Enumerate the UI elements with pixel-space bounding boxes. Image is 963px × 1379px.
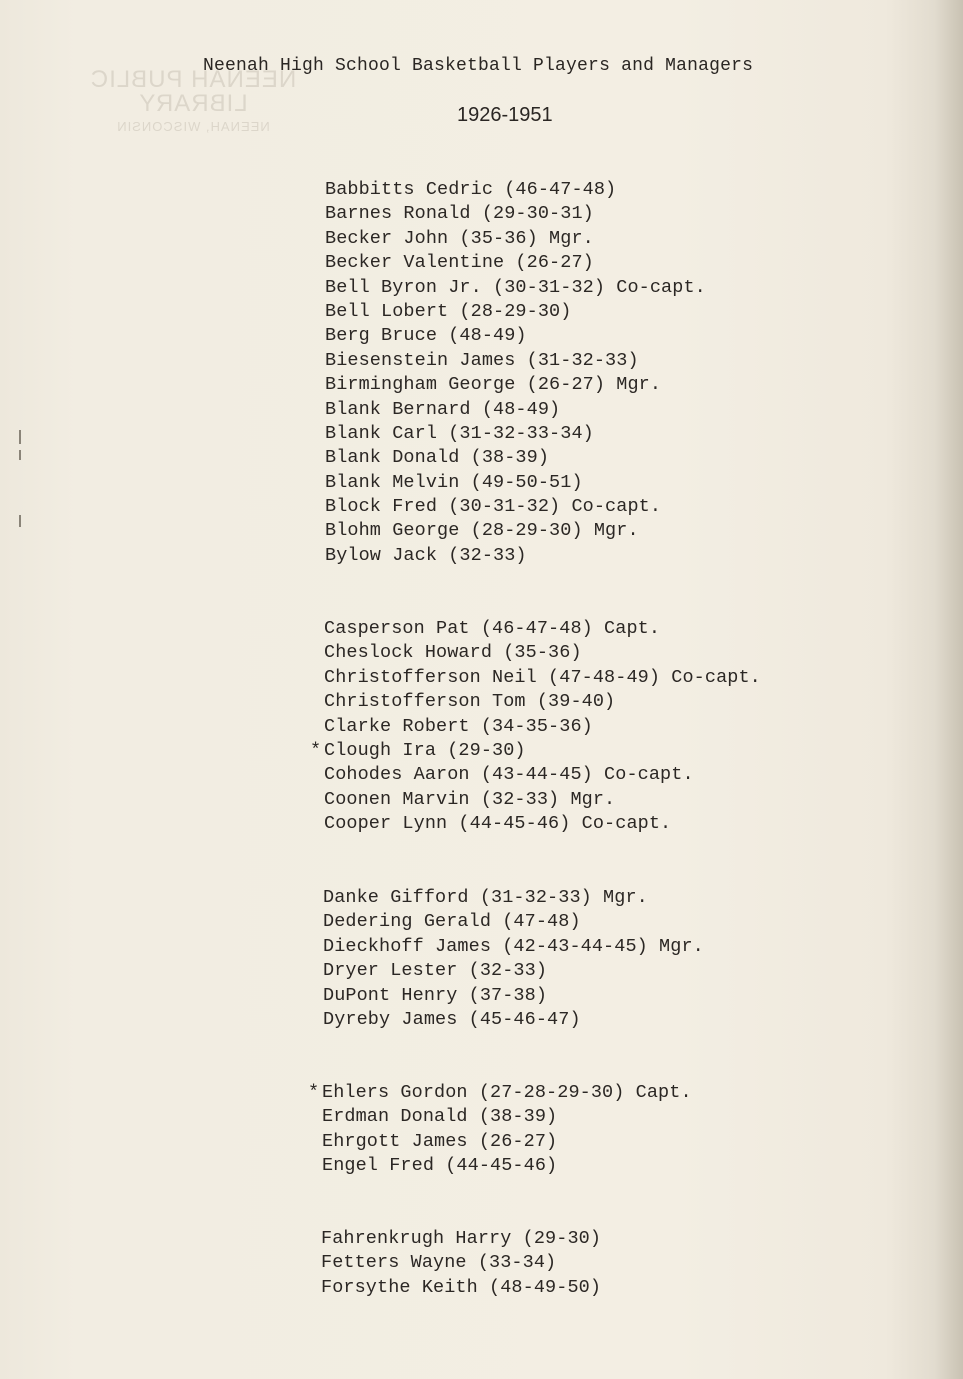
roster-group-e: [308, 1081, 692, 1179]
roster-entry: Blank Carl (31-32-33-34): [325, 422, 594, 444]
roster-entry: Christofferson Neil (47-48-49) Co-capt.: [324, 666, 761, 688]
roster-entry: DuPont Henry (37-38): [323, 984, 548, 1006]
roster-group-b: [325, 178, 706, 568]
roster-entry: Cohodes Aaron (43-44-45) Co-capt.: [324, 764, 694, 786]
binding-marks: [19, 420, 21, 540]
deceased-asterisk: *: [308, 1082, 320, 1103]
roster-entry: Blank Bernard (48-49): [325, 398, 561, 420]
roster-entry: Dryer Lester (32-33): [323, 960, 548, 982]
page-title: Neenah High School Basketball Players and Managers: [203, 56, 754, 76]
roster-entry: Bell Lobert (28-29-30): [325, 300, 572, 322]
roster-entry: Danke Gifford (31-32-33) Mgr.: [323, 887, 648, 908]
roster-entry: Clarke Robert (34-35-36): [324, 715, 593, 737]
roster-group-f: [321, 1227, 601, 1300]
binding-mark: [19, 430, 21, 444]
deceased-asterisk: *: [310, 739, 322, 761]
binding-mark: [19, 515, 21, 527]
stamp-line-1: NEENAH PUBLIC LIBRARY: [89, 66, 297, 117]
roster-entry: Barnes Ronald (29-30-31): [325, 203, 594, 225]
roster-entry: Dyreby James (45-46-47): [323, 1008, 581, 1030]
roster-entry: Birmingham George (26-27) Mgr.: [325, 374, 662, 396]
roster-entry: Engel Fred (44-45-46): [322, 1155, 558, 1177]
roster-entry: Becker Valentine (26-27): [325, 252, 594, 274]
roster-entry: Dedering Gerald (47-48): [323, 911, 581, 933]
roster-entry: Fetters Wayne (33-34): [321, 1252, 557, 1274]
roster-group-c: [310, 617, 761, 837]
roster-entry: Berg Bruce (48-49): [325, 325, 527, 347]
roster-entry: Fahrenkrugh Harry (29-30): [321, 1228, 602, 1249]
roster-entry: * Ehlers Gordon (27-28-29-30) Capt.: [322, 1081, 692, 1105]
roster-entry: Coonen Marvin (32-33) Mgr.: [324, 788, 616, 810]
roster-group-d: [323, 886, 704, 1032]
roster-entry: Becker John (35-36) Mgr.: [325, 227, 594, 249]
roster-entry: Blank Melvin (49-50-51): [325, 471, 583, 493]
roster-entry: Blank Donald (38-39): [325, 447, 550, 469]
roster-entry: Block Fred (30-31-32) Co-capt.: [325, 496, 662, 518]
roster-entry: Dieckhoff James (42-43-44-45) Mgr.: [323, 935, 704, 957]
roster-entry: Casperson Pat (46-47-48) Capt.: [324, 618, 661, 639]
roster-entry: Biesenstein James (31-32-33): [325, 349, 639, 371]
roster-entry: Bell Byron Jr. (30-31-32) Co-capt.: [325, 276, 706, 298]
page-subtitle-years: 1926-1951: [457, 104, 553, 126]
roster-entry: Bylow Jack (32-33): [325, 544, 527, 566]
roster-entry: Cooper Lynn (44-45-46) Co-capt.: [324, 813, 672, 835]
roster-entry: * Clough Ira (29-30): [324, 739, 761, 763]
binding-mark: [19, 450, 21, 460]
bleed-through-library-stamp: [58, 68, 328, 133]
roster-entry: Blohm George (28-29-30) Mgr.: [325, 520, 639, 542]
stamp-line-2: NEENAH, WISCONSIN: [116, 119, 270, 134]
roster-entry: Ehrgott James (26-27): [322, 1130, 558, 1152]
roster-entry: Forsythe Keith (48-49-50): [321, 1276, 602, 1298]
roster-entry: Christofferson Tom (39-40): [324, 691, 616, 713]
roster-entry: Cheslock Howard (35-36): [324, 642, 582, 664]
roster-entry: Erdman Donald (38-39): [322, 1106, 558, 1128]
roster-entry: Babbitts Cedric (46-47-48): [325, 179, 617, 200]
